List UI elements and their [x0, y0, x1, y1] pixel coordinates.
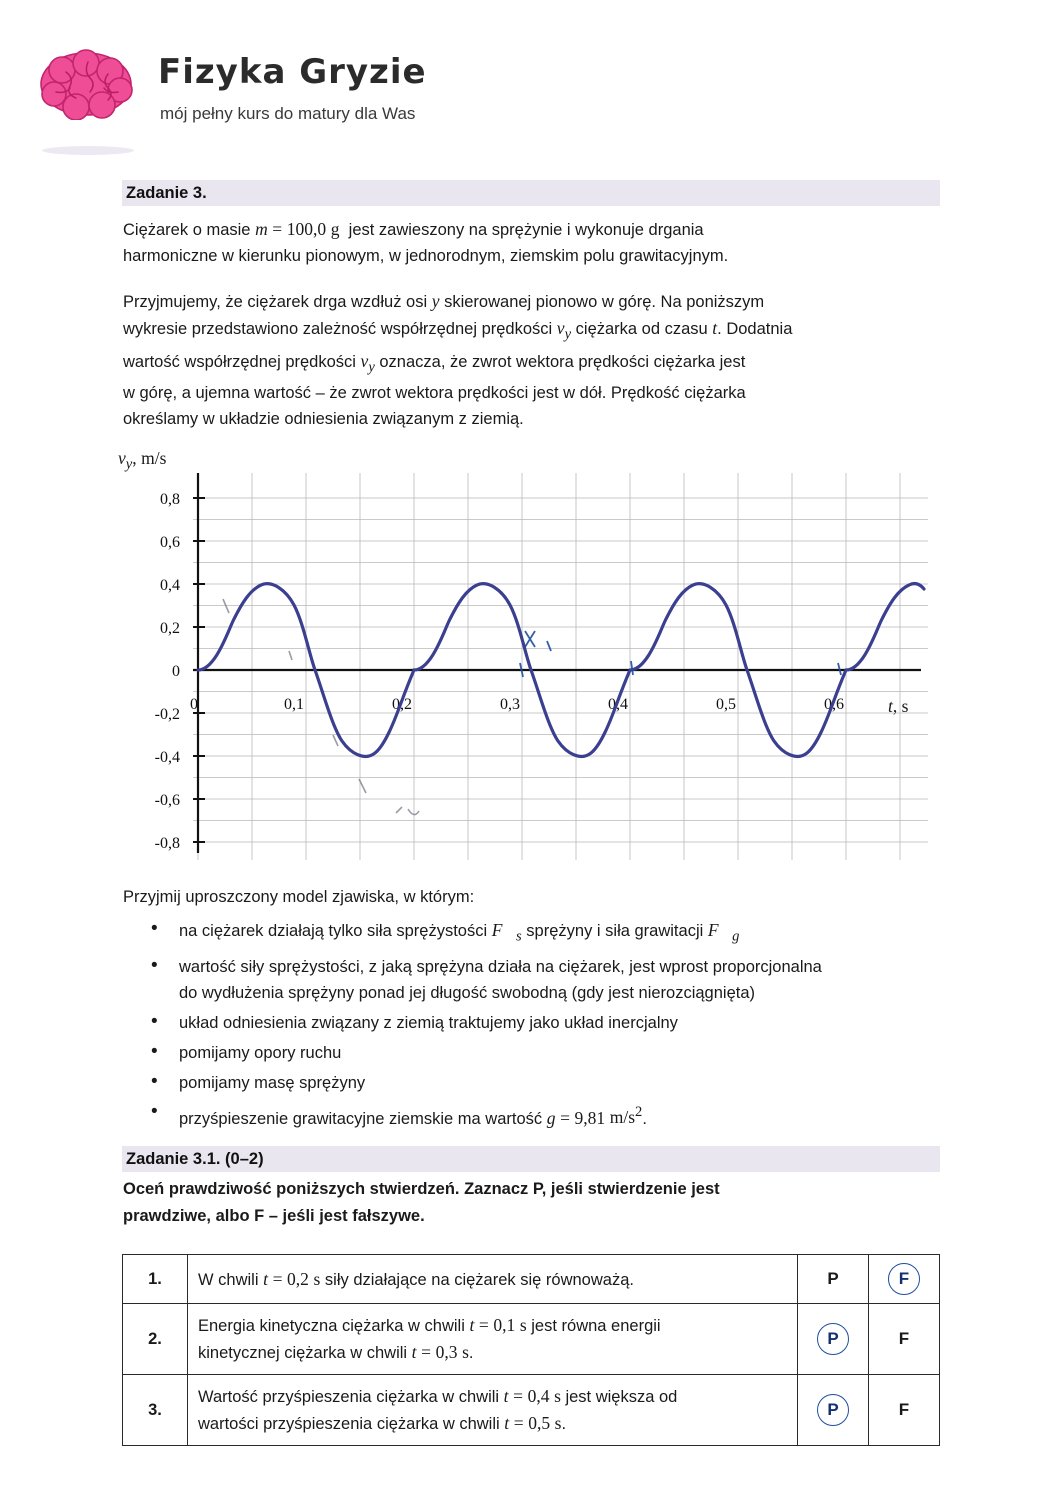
task31-instruction	[123, 1176, 953, 1230]
chart-ytick-2: 0,4	[160, 577, 180, 594]
row-option-p[interactable]: P	[798, 1304, 869, 1375]
row-option-f[interactable]: F	[869, 1375, 940, 1446]
chart-ytick-8: -0,8	[154, 835, 180, 852]
task3-title-bar	[122, 180, 940, 206]
task3-paragraph-1: Ciężarek o masie m = 100,0 g jest zawieszony na sprężynie i wykonuje drgania harmoniczne w kierunku pionowym, w jednorodnym, ziemskim polu grawitacyjnym.	[123, 219, 729, 265]
chart-ytick-3: 0,2	[160, 620, 180, 637]
row-option-p[interactable]: P	[798, 1255, 869, 1304]
chart-xtick-4: 0,4	[608, 696, 628, 713]
row-option-f[interactable]: F	[869, 1255, 940, 1304]
table-row	[123, 1304, 940, 1375]
chart-x-axis-label: t, s	[888, 696, 909, 716]
chart-plot-area	[193, 473, 928, 860]
task31-title: Zadanie 3.1. (0–2)	[126, 1150, 264, 1168]
chart-xtick-3: 0,3	[500, 696, 520, 713]
velocity-time-chart	[118, 448, 948, 880]
chart-xtick-5: 0,5	[716, 696, 736, 713]
task31-instruction-line2: prawdziwe, albo F – jeśli jest fałszywe.	[123, 1207, 425, 1225]
assumption-item-5: • pomijamy masę sprężyny	[123, 1070, 953, 1096]
task31-instruction-line1: Oceń prawdziwość poniższych stwierdzeń. Zaznacz P, jeśli stwierdzenie jest	[123, 1180, 720, 1198]
chart-ytick-5: -0,2	[154, 706, 180, 723]
row-option-f[interactable]: F	[869, 1304, 940, 1375]
model-intro: Przyjmij uproszczony model zjawiska, w którym:	[123, 888, 475, 906]
true-false-table	[122, 1254, 940, 1446]
assumption-item-2: • wartość siły sprężystości, z jaką sprężyna działa na ciężarek, jest wprost proporcjonalna do wydłużenia sprężyny ponad jej długość swobodną (gdy jest nierozciągnięta)	[123, 954, 953, 1006]
task3-title: Zadanie 3.	[126, 184, 207, 202]
chart-xtick-0: 0	[190, 696, 198, 713]
assumption-item-6: • przyśpieszenie grawitacyjne ziemskie ma wartość g = 9,81 $m/s^2$.	[123, 1100, 953, 1132]
assumption-item-3: • układ odniesienia związany z ziemią traktujemy jako układ inercjalny	[123, 1010, 953, 1036]
row-statement: Energia kinetyczna ciężarka w chwili t = 0,1 s jest równa energii kinetycznej ciężarka w chwili t = 0,3 s.	[188, 1304, 798, 1375]
row-number: 3.	[123, 1375, 188, 1446]
chart-ytick-4: 0	[172, 663, 180, 680]
assumption-item-4: • pomijamy opory ruchu	[123, 1040, 953, 1066]
chart-ytick-1: 0,6	[160, 534, 180, 551]
chart-ytick-0: 0,8	[160, 491, 180, 508]
brand-title: Fizyka Gryzie	[158, 52, 427, 92]
brain-icon	[36, 48, 136, 120]
chart-y-axis-label: $v_y$, m/s	[118, 448, 167, 473]
model-assumptions	[123, 884, 953, 1135]
row-statement: Wartość przyśpieszenia ciężarka w chwili t = 0,4 s jest większa od wartości przyśpieszenia ciężarka w chwili t = 0,5 s.	[188, 1375, 798, 1446]
chart-ytick-7: -0,6	[154, 792, 180, 809]
brand-subtitle: mój pełny kurs do matury dla Was	[160, 104, 416, 123]
logo-shadow	[42, 146, 134, 155]
chart-xtick-2: 0,2	[392, 696, 412, 713]
table-row	[123, 1255, 940, 1304]
page-header	[0, 0, 1061, 160]
row-number: 2.	[123, 1304, 188, 1375]
assumption-item-1: • na ciężarek działają tylko siła sprężystości $F⃗_s$ sprężyny i siła grawitacji $F⃗_g$	[123, 917, 953, 950]
row-option-p[interactable]: P	[798, 1375, 869, 1446]
table-row	[123, 1375, 940, 1446]
row-statement: W chwili t = 0,2 s siły działające na ciężarek się równoważą.	[188, 1255, 798, 1304]
chart-xtick-6: 0,6	[824, 696, 844, 713]
task3-paragraph-2: Przyjmujemy, że ciężarek drga wzdłuż osi y skierowanej pionowo w górę. Na poniższym wykresie przedstawiono zależność współrzędnej prędkości $v_y$ ciężarka od czasu t. Dodatnia wartość współrzędnej prędkości $v_y$ oznacza, że zwrot wektora prędkości ciężarka jest w górę, a ujemna wartość – że zwrot wektora prędkości jest w dół. Prędkość ciężarka określamy w układzie odniesienia związanym z ziemią.	[123, 291, 793, 428]
row-number: 1.	[123, 1255, 188, 1304]
chart-xtick-1: 0,1	[284, 696, 304, 713]
chart-ytick-6: -0,4	[154, 749, 180, 766]
task31-title-bar	[122, 1146, 940, 1172]
